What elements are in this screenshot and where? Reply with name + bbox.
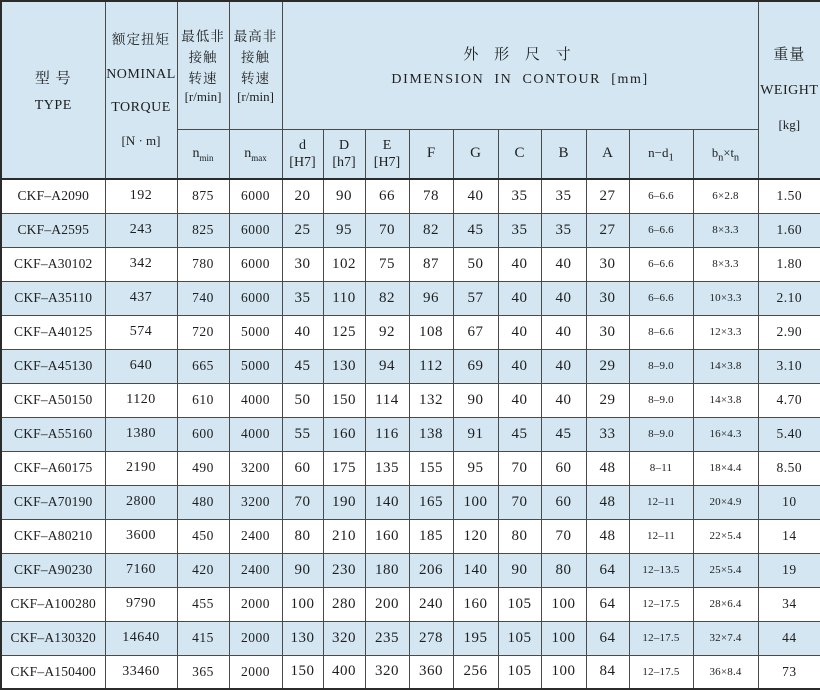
cell-nmax: 2400 xyxy=(229,553,282,587)
cell-bxt: 28×6.4 xyxy=(693,587,758,621)
cell-type: CKF–A40125 xyxy=(1,315,105,349)
cell-E: 180 xyxy=(365,553,409,587)
cell-B: 80 xyxy=(541,553,586,587)
cell-torque: 3600 xyxy=(105,519,177,553)
cell-B: 70 xyxy=(541,519,586,553)
cell-bxt: 18×4.4 xyxy=(693,451,758,485)
cell-n-d1: 12–13.5 xyxy=(629,553,693,587)
header-type xyxy=(1,1,105,179)
cell-C: 105 xyxy=(498,655,541,689)
cell-nmin: 875 xyxy=(177,179,229,213)
header-type-en: TYPE xyxy=(34,97,72,113)
cell-d: 25 xyxy=(282,213,323,247)
cell-weight: 10 xyxy=(758,485,820,519)
cell-type: CKF–A100280 xyxy=(1,587,105,621)
table-row xyxy=(1,383,820,417)
table-row xyxy=(1,417,820,451)
subheader-n-d1: $n-d_1$ xyxy=(629,129,693,179)
cell-type: CKF–A45130 xyxy=(1,349,105,383)
cell-E: 92 xyxy=(365,315,409,349)
cell-d: 70 xyxy=(282,485,323,519)
cell-D: 110 xyxy=(323,281,365,315)
cell-bxt: 32×7.4 xyxy=(693,621,758,655)
cell-d: 30 xyxy=(282,247,323,281)
cell-nmax: 2400 xyxy=(229,519,282,553)
cell-bxt: 8×3.3 xyxy=(693,213,758,247)
cell-G: 57 xyxy=(453,281,498,315)
subheader-D: D [h7] xyxy=(323,129,365,179)
header-nmin-zh1: 最低非 xyxy=(181,28,225,44)
cell-G: 160 xyxy=(453,587,498,621)
cell-type: CKF–A35110 xyxy=(1,281,105,315)
cell-type: CKF–A150400 xyxy=(1,655,105,689)
cell-B: 100 xyxy=(541,655,586,689)
cell-torque: 7160 xyxy=(105,553,177,587)
cell-torque: 2190 xyxy=(105,451,177,485)
cell-type: CKF–A55160 xyxy=(1,417,105,451)
cell-F: 206 xyxy=(409,553,453,587)
cell-type: CKF–A2595 xyxy=(1,213,105,247)
cell-torque: 437 xyxy=(105,281,177,315)
cell-weight: 3.10 xyxy=(758,349,820,383)
header-nmax-zh1: 最高非 xyxy=(233,28,278,44)
cell-A: 30 xyxy=(586,315,629,349)
cell-G: 69 xyxy=(453,349,498,383)
subheader-d: d [H7] xyxy=(282,129,323,179)
cell-n-d1: 8–6.6 xyxy=(629,315,693,349)
cell-F: 78 xyxy=(409,179,453,213)
cell-G: 256 xyxy=(453,655,498,689)
cell-B: 45 xyxy=(541,417,586,451)
cell-bxt: 14×3.8 xyxy=(693,349,758,383)
header-weight-zh: 重量 xyxy=(773,46,806,63)
cell-A: 29 xyxy=(586,349,629,383)
cell-G: 67 xyxy=(453,315,498,349)
cell-F: 360 xyxy=(409,655,453,689)
cell-nmin: 415 xyxy=(177,621,229,655)
cell-E: 235 xyxy=(365,621,409,655)
cell-torque: 342 xyxy=(105,247,177,281)
cell-n-d1: 8–9.0 xyxy=(629,383,693,417)
table-row xyxy=(1,179,820,213)
cell-C: 70 xyxy=(498,451,541,485)
header-type-zh: 型 号 xyxy=(34,70,72,87)
cell-nmax: 2000 xyxy=(229,587,282,621)
cell-d: 45 xyxy=(282,349,323,383)
table-row xyxy=(1,485,820,519)
cell-A: 84 xyxy=(586,655,629,689)
cell-D: 230 xyxy=(323,553,365,587)
cell-torque: 192 xyxy=(105,179,177,213)
cell-F: 96 xyxy=(409,281,453,315)
cell-F: 278 xyxy=(409,621,453,655)
cell-nmin: 490 xyxy=(177,451,229,485)
header-nmin xyxy=(177,1,229,129)
header-weight-en: WEIGHT xyxy=(760,82,819,98)
cell-D: 125 xyxy=(323,315,365,349)
cell-type: CKF–A80210 xyxy=(1,519,105,553)
cell-E: 320 xyxy=(365,655,409,689)
cell-d: 100 xyxy=(282,587,323,621)
header-dimension-zh: 外 形 尺 寸 xyxy=(463,46,577,63)
header-nmax-unit: [r/min] xyxy=(237,88,274,104)
cell-G: 140 xyxy=(453,553,498,587)
cell-nmin: 480 xyxy=(177,485,229,519)
cell-B: 60 xyxy=(541,451,586,485)
cell-F: 82 xyxy=(409,213,453,247)
cell-A: 33 xyxy=(586,417,629,451)
cell-nmax: 4000 xyxy=(229,383,282,417)
cell-n-d1: 12–17.5 xyxy=(629,587,693,621)
cell-nmin: 365 xyxy=(177,655,229,689)
cell-nmax: 3200 xyxy=(229,451,282,485)
cell-n-d1: 12–17.5 xyxy=(629,621,693,655)
cell-nmin: 665 xyxy=(177,349,229,383)
cell-A: 48 xyxy=(586,451,629,485)
table-row xyxy=(1,519,820,553)
cell-torque: 2800 xyxy=(105,485,177,519)
cell-nmax: 5000 xyxy=(229,315,282,349)
cell-torque: 1380 xyxy=(105,417,177,451)
cell-n-d1: 8–9.0 xyxy=(629,417,693,451)
cell-n-d1: 6–6.6 xyxy=(629,281,693,315)
cell-C: 40 xyxy=(498,315,541,349)
header-nmin-zh2: 接触 xyxy=(188,49,218,65)
cell-nmax: 5000 xyxy=(229,349,282,383)
header-dimension xyxy=(282,1,758,129)
cell-nmax: 6000 xyxy=(229,213,282,247)
cell-nmax: 4000 xyxy=(229,417,282,451)
cell-n-d1: 12–17.5 xyxy=(629,655,693,689)
cell-E: 70 xyxy=(365,213,409,247)
cell-A: 30 xyxy=(586,281,629,315)
cell-D: 95 xyxy=(323,213,365,247)
cell-C: 35 xyxy=(498,213,541,247)
cell-n-d1: 6–6.6 xyxy=(629,179,693,213)
cell-type: CKF–A2090 xyxy=(1,179,105,213)
cell-D: 130 xyxy=(323,349,365,383)
cell-C: 105 xyxy=(498,621,541,655)
cell-weight: 5.40 xyxy=(758,417,820,451)
table-row xyxy=(1,315,820,349)
cell-nmin: 720 xyxy=(177,315,229,349)
subheader-nmax: $n_{max}$ xyxy=(229,129,282,179)
cell-nmax: 2000 xyxy=(229,655,282,689)
cell-n-d1: 8–9.0 xyxy=(629,349,693,383)
cell-G: 195 xyxy=(453,621,498,655)
cell-n-d1: 12–11 xyxy=(629,485,693,519)
cell-G: 45 xyxy=(453,213,498,247)
cell-weight: 8.50 xyxy=(758,451,820,485)
cell-d: 35 xyxy=(282,281,323,315)
cell-weight: 19 xyxy=(758,553,820,587)
header-weight xyxy=(758,1,820,179)
cell-weight: 14 xyxy=(758,519,820,553)
header-nmin-zh3: 转速 xyxy=(188,70,218,86)
cell-D: 160 xyxy=(323,417,365,451)
table-row xyxy=(1,621,820,655)
subheader-nmin: $n_{min}$ xyxy=(177,129,229,179)
cell-bxt: 36×8.4 xyxy=(693,655,758,689)
cell-weight: 1.50 xyxy=(758,179,820,213)
cell-B: 35 xyxy=(541,213,586,247)
cell-nmin: 825 xyxy=(177,213,229,247)
cell-G: 95 xyxy=(453,451,498,485)
cell-torque: 574 xyxy=(105,315,177,349)
cell-A: 48 xyxy=(586,519,629,553)
cell-D: 150 xyxy=(323,383,365,417)
cell-F: 240 xyxy=(409,587,453,621)
cell-bxt: 22×5.4 xyxy=(693,519,758,553)
subheader-bxt: $b_n\times t_n$ xyxy=(693,129,758,179)
header-weight-unit: [kg] xyxy=(778,117,801,133)
cell-F: 132 xyxy=(409,383,453,417)
cell-nmin: 600 xyxy=(177,417,229,451)
cell-G: 120 xyxy=(453,519,498,553)
table-row xyxy=(1,655,820,689)
cell-C: 40 xyxy=(498,383,541,417)
cell-type: CKF–A90230 xyxy=(1,553,105,587)
cell-B: 60 xyxy=(541,485,586,519)
cell-B: 40 xyxy=(541,383,586,417)
cell-weight: 2.10 xyxy=(758,281,820,315)
header-dimension-en: DIMENSION IN CONTOUR [mm] xyxy=(391,71,649,87)
cell-D: 190 xyxy=(323,485,365,519)
cell-E: 140 xyxy=(365,485,409,519)
cell-C: 90 xyxy=(498,553,541,587)
cell-E: 160 xyxy=(365,519,409,553)
cell-C: 35 xyxy=(498,179,541,213)
cell-bxt: 8×3.3 xyxy=(693,247,758,281)
cell-D: 280 xyxy=(323,587,365,621)
cell-B: 35 xyxy=(541,179,586,213)
cell-C: 70 xyxy=(498,485,541,519)
cell-A: 64 xyxy=(586,587,629,621)
cell-A: 48 xyxy=(586,485,629,519)
cell-bxt: 14×3.8 xyxy=(693,383,758,417)
cell-nmin: 455 xyxy=(177,587,229,621)
cell-A: 64 xyxy=(586,621,629,655)
header-nmax xyxy=(229,1,282,129)
cell-B: 40 xyxy=(541,315,586,349)
cell-D: 320 xyxy=(323,621,365,655)
cell-bxt: 12×3.3 xyxy=(693,315,758,349)
cell-C: 40 xyxy=(498,247,541,281)
header-torque-zh: 额定扭矩 xyxy=(112,32,170,47)
cell-G: 50 xyxy=(453,247,498,281)
cell-D: 400 xyxy=(323,655,365,689)
cell-n-d1: 6–6.6 xyxy=(629,247,693,281)
header-nmin-unit: [r/min] xyxy=(184,88,222,104)
table-row xyxy=(1,213,820,247)
cell-F: 87 xyxy=(409,247,453,281)
cell-A: 27 xyxy=(586,213,629,247)
table-row xyxy=(1,349,820,383)
cell-F: 155 xyxy=(409,451,453,485)
cell-nmax: 6000 xyxy=(229,247,282,281)
cell-E: 114 xyxy=(365,383,409,417)
cell-type: CKF–A70190 xyxy=(1,485,105,519)
subheader-G: G xyxy=(453,129,498,179)
cell-weight: 34 xyxy=(758,587,820,621)
header-torque xyxy=(105,1,177,179)
header-nmax-zh3: 转速 xyxy=(241,70,270,86)
cell-d: 80 xyxy=(282,519,323,553)
cell-nmin: 450 xyxy=(177,519,229,553)
cell-nmin: 610 xyxy=(177,383,229,417)
cell-nmin: 420 xyxy=(177,553,229,587)
cell-B: 100 xyxy=(541,621,586,655)
cell-D: 90 xyxy=(323,179,365,213)
cell-C: 80 xyxy=(498,519,541,553)
cell-A: 64 xyxy=(586,553,629,587)
cell-nmin: 740 xyxy=(177,281,229,315)
cell-B: 40 xyxy=(541,281,586,315)
header-torque-unit: [N · m] xyxy=(121,133,161,148)
cell-nmax: 2000 xyxy=(229,621,282,655)
cell-bxt: 25×5.4 xyxy=(693,553,758,587)
cell-G: 91 xyxy=(453,417,498,451)
header-nmax-zh2: 接触 xyxy=(241,49,270,65)
cell-F: 108 xyxy=(409,315,453,349)
cell-B: 40 xyxy=(541,247,586,281)
cell-n-d1: 12–11 xyxy=(629,519,693,553)
cell-D: 175 xyxy=(323,451,365,485)
cell-type: CKF–A50150 xyxy=(1,383,105,417)
cell-d: 20 xyxy=(282,179,323,213)
cell-n-d1: 8–11 xyxy=(629,451,693,485)
cell-torque: 1120 xyxy=(105,383,177,417)
cell-nmax: 6000 xyxy=(229,179,282,213)
table-header xyxy=(1,1,820,179)
cell-E: 200 xyxy=(365,587,409,621)
cell-type: CKF–A30102 xyxy=(1,247,105,281)
cell-E: 94 xyxy=(365,349,409,383)
cell-type: CKF–A60175 xyxy=(1,451,105,485)
cell-C: 40 xyxy=(498,349,541,383)
subheader-E: E [H7] xyxy=(365,129,409,179)
table-row xyxy=(1,553,820,587)
table-row xyxy=(1,451,820,485)
cell-bxt: 20×4.9 xyxy=(693,485,758,519)
cell-d: 130 xyxy=(282,621,323,655)
cell-E: 75 xyxy=(365,247,409,281)
cell-bxt: 6×2.8 xyxy=(693,179,758,213)
header-torque-en2: TORQUE xyxy=(111,100,171,115)
subheader-C: C xyxy=(498,129,541,179)
cell-F: 165 xyxy=(409,485,453,519)
cell-bxt: 10×3.3 xyxy=(693,281,758,315)
cell-nmax: 3200 xyxy=(229,485,282,519)
cell-C: 40 xyxy=(498,281,541,315)
cell-weight: 1.80 xyxy=(758,247,820,281)
cell-F: 112 xyxy=(409,349,453,383)
table-row xyxy=(1,281,820,315)
cell-G: 90 xyxy=(453,383,498,417)
cell-torque: 9790 xyxy=(105,587,177,621)
cell-d: 40 xyxy=(282,315,323,349)
table-row xyxy=(1,587,820,621)
cell-d: 50 xyxy=(282,383,323,417)
cell-n-d1: 6–6.6 xyxy=(629,213,693,247)
cell-C: 45 xyxy=(498,417,541,451)
cell-B: 100 xyxy=(541,587,586,621)
cell-F: 138 xyxy=(409,417,453,451)
subheader-A: A xyxy=(586,129,629,179)
cell-E: 116 xyxy=(365,417,409,451)
subheader-B: B xyxy=(541,129,586,179)
cell-A: 27 xyxy=(586,179,629,213)
cell-weight: 44 xyxy=(758,621,820,655)
cell-weight: 73 xyxy=(758,655,820,689)
cell-weight: 2.90 xyxy=(758,315,820,349)
cell-F: 185 xyxy=(409,519,453,553)
cell-torque: 640 xyxy=(105,349,177,383)
cell-d: 60 xyxy=(282,451,323,485)
cell-G: 40 xyxy=(453,179,498,213)
cell-bxt: 16×4.3 xyxy=(693,417,758,451)
cell-A: 29 xyxy=(586,383,629,417)
cell-d: 90 xyxy=(282,553,323,587)
header-torque-en1: NOMINAL xyxy=(106,67,176,82)
cell-torque: 14640 xyxy=(105,621,177,655)
cell-E: 82 xyxy=(365,281,409,315)
cell-A: 30 xyxy=(586,247,629,281)
cell-weight: 4.70 xyxy=(758,383,820,417)
subheader-F: F xyxy=(409,129,453,179)
cell-d: 55 xyxy=(282,417,323,451)
cell-nmax: 6000 xyxy=(229,281,282,315)
cell-torque: 243 xyxy=(105,213,177,247)
table-row xyxy=(1,247,820,281)
cell-nmin: 780 xyxy=(177,247,229,281)
cell-B: 40 xyxy=(541,349,586,383)
cell-d: 150 xyxy=(282,655,323,689)
cell-E: 66 xyxy=(365,179,409,213)
cell-type: CKF–A130320 xyxy=(1,621,105,655)
cell-E: 135 xyxy=(365,451,409,485)
cell-D: 102 xyxy=(323,247,365,281)
cell-D: 210 xyxy=(323,519,365,553)
table-body xyxy=(1,179,820,689)
cell-torque: 33460 xyxy=(105,655,177,689)
cell-C: 105 xyxy=(498,587,541,621)
cell-weight: 1.60 xyxy=(758,213,820,247)
cell-G: 100 xyxy=(453,485,498,519)
